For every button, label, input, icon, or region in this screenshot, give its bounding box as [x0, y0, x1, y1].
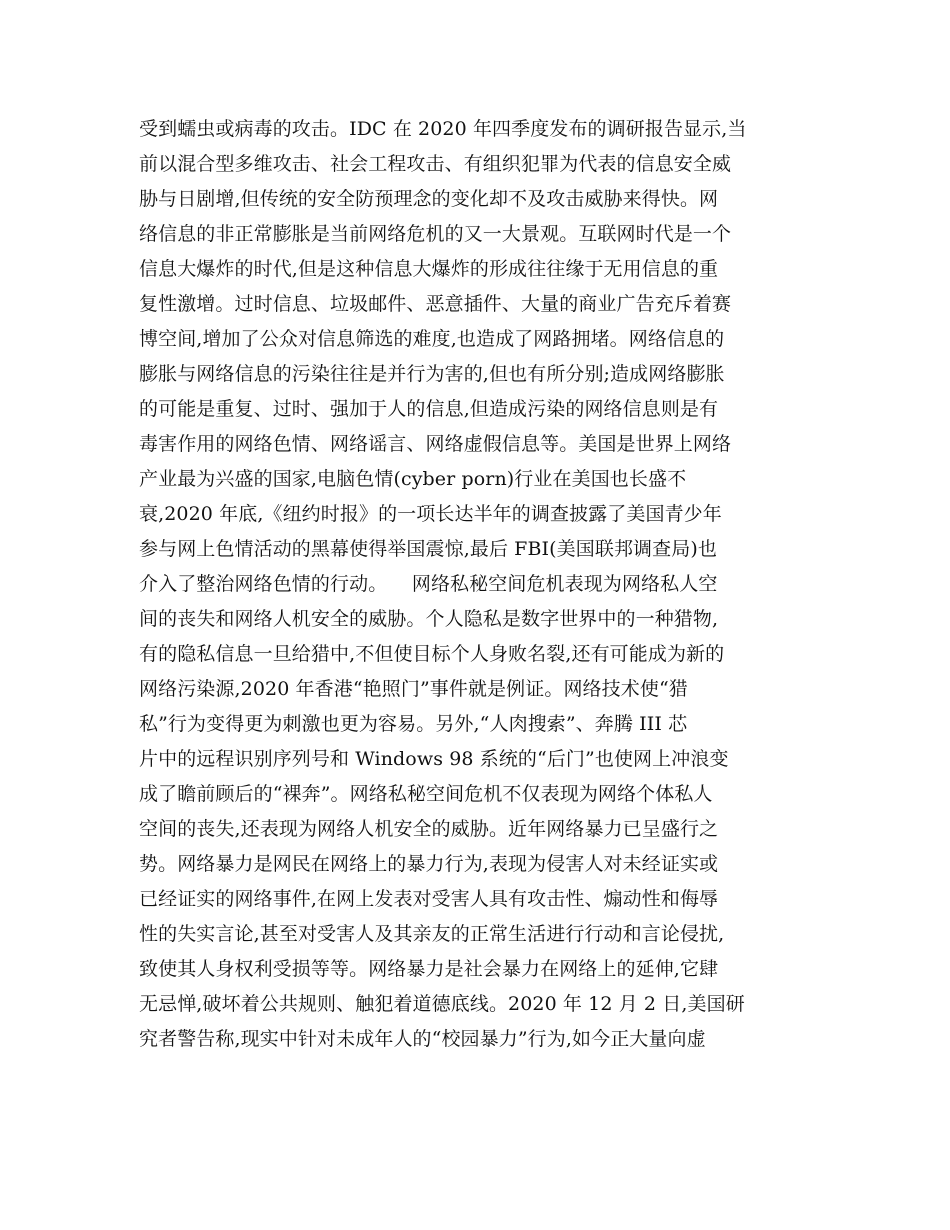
text-line: 参与网上色情活动的黑幕使得举国震惊,最后 FBI(美国联邦调查局)也 [139, 538, 717, 560]
text-line: 有的隐私信息一旦给猎中,不但使目标个人身败名裂,还有可能成为新的 [139, 643, 725, 665]
text-line: 衰,2020 年底,《纽约时报》的一项长达半年的调查披露了美国青少年 [139, 503, 722, 525]
text-line: 受到蠕虫或病毒的攻击。IDC 在 2020 年四季度发布的调研报告显示,当 [139, 118, 747, 140]
text-line: 成了瞻前顾后的“裸奔”。网络私秘空间危机不仅表现为网络个体私人 [139, 783, 713, 805]
text-line: 胁与日剧增,但传统的安全防预理念的变化却不及攻击威胁来得快。网 [139, 188, 719, 210]
text-line: 已经证实的网络事件,在网上发表对受害人具有攻击性、煽动性和侮辱 [139, 888, 719, 910]
text-line: 私”行为变得更为刺激也更为容易。另外,“人肉搜索”、奔腾 III 芯 [139, 713, 688, 735]
text-line: 网络污染源,2020 年香港“艳照门”事件就是例证。网络技术使“猎 [139, 678, 688, 700]
text-line: 信息大爆炸的时代,但是这种信息大爆炸的形成往往缘于无用信息的重 [139, 258, 719, 280]
text-line: 无忌惮,破坏着公共规则、触犯着道德底线。2020 年 12 月 2 日,美国研 [139, 993, 745, 1015]
text-line: 性的失实言论,甚至对受害人及其亲友的正常生活进行行动和言论侵扰, [139, 923, 725, 945]
text-line: 势。网络暴力是网民在网络上的暴力行为,表现为侵害人对未经证实或 [139, 853, 719, 875]
text-line: 毒害作用的网络色情、网络谣言、网络虚假信息等。美国是世界上网络 [139, 433, 732, 455]
text-line: 片中的远程识别序列号和 Windows 98 系统的“后门”也使网上冲浪变 [139, 748, 729, 770]
text-line: 介入了整治网络色情的行动。 网络私秘空间危机表现为网络私人空 [139, 573, 718, 595]
body-text [139, 112, 819, 1057]
text-line: 络信息的非正常膨胀是当前网络危机的又一大景观。互联网时代是一个 [139, 223, 732, 245]
text-line: 博空间,增加了公众对信息筛选的难度,也造成了网路拥堵。网络信息的 [139, 328, 725, 350]
text-line: 间的丧失和网络人机安全的威胁。个人隐私是数字世界中的一种猎物, [139, 608, 719, 630]
text-line: 复性激增。过时信息、垃圾邮件、恶意插件、大量的商业广告充斥着赛 [139, 293, 732, 315]
text-line: 的可能是重复、过时、强加于人的信息,但造成污染的网络信息则是有 [139, 398, 719, 420]
text-line: 产业最为兴盛的国家,电脑色情(cyber porn)行业在美国也长盛不 [139, 468, 687, 490]
text-line: 空间的丧失,还表现为网络人机安全的威胁。近年网络暴力已呈盛行之 [139, 818, 719, 840]
text-line: 前以混合型多维攻击、社会工程攻击、有组织犯罪为代表的信息安全威 [139, 153, 732, 175]
text-line: 究者警告称,现实中针对未成年人的“校园暴力”行为,如今正大量向虚 [139, 1028, 706, 1050]
text-line: 膨胀与网络信息的污染往往是并行为害的,但也有所分别;造成网络膨胀 [139, 363, 725, 385]
text-line: 致使其人身权利受损等等。网络暴力是社会暴力在网络上的延伸,它肆 [139, 958, 719, 980]
